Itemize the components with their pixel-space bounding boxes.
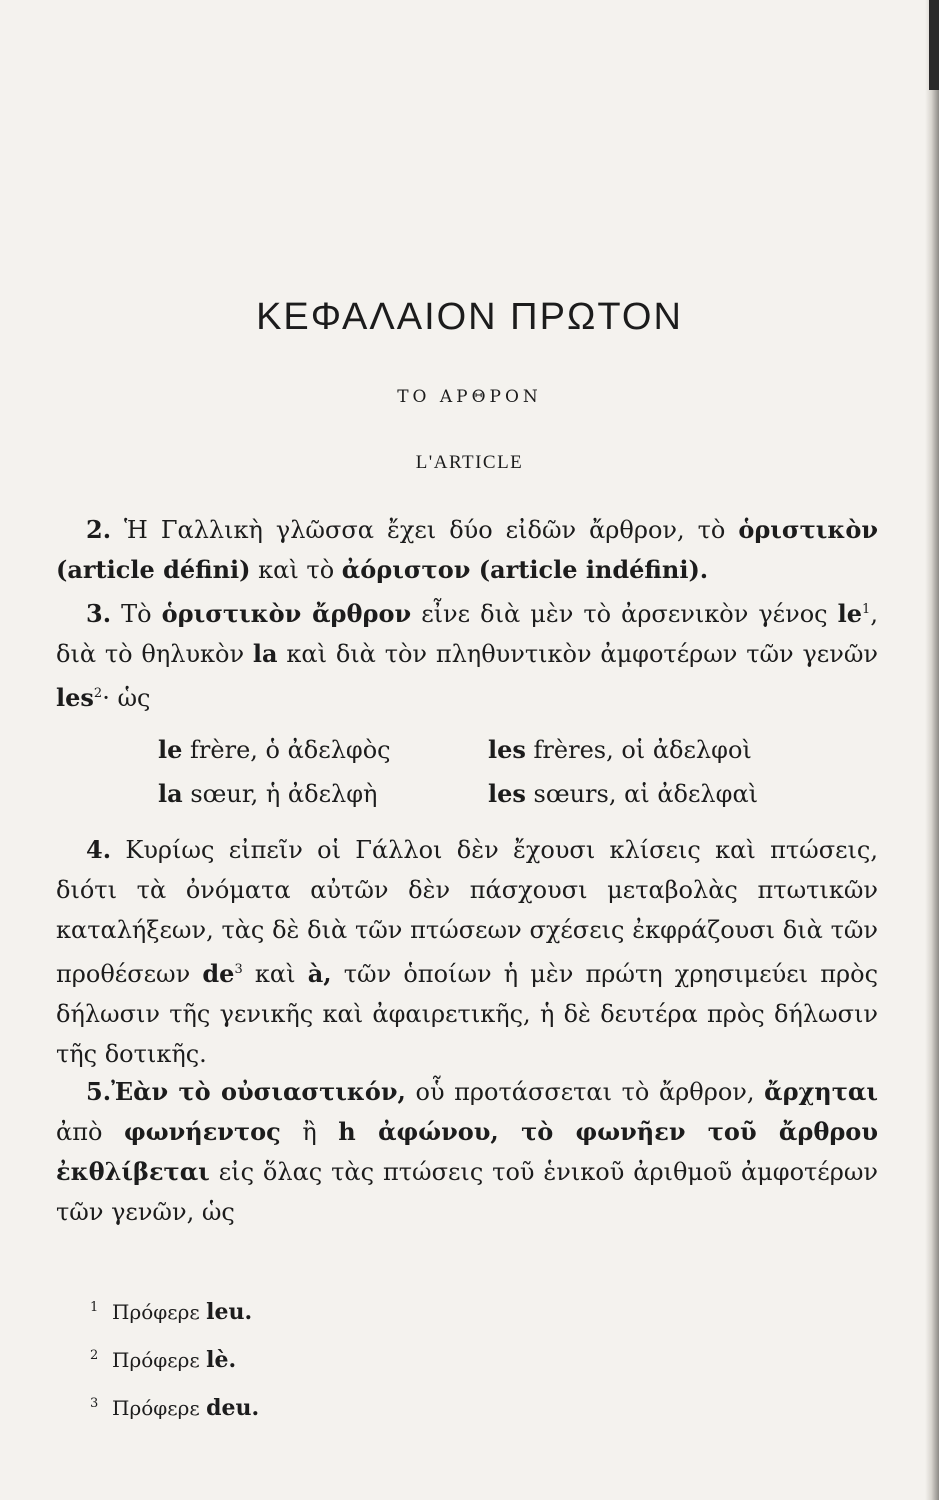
article: le [158, 735, 183, 764]
article: les [488, 735, 526, 764]
text: , διὰ τὸ θηλυκὸν [56, 600, 878, 668]
bold-term: ὁριστικὸν (article défini) [56, 515, 878, 584]
text: Κυρίως εἰπεῖν οἱ Γάλλοι δὲν ἔχουσι κλίσεις καὶ πτώσεις, διότι τὰ ὀνόματα αὐτῶν δὲν πάσχουσι μεταβολὰς πτωτικῶν καταλήξεων, τὰς δὲ διὰ τῶν πτώσεων σχέσεις ἐκφράζουσι διὰ τῶν προθέσεων [56, 836, 878, 988]
paragraph-4 [56, 830, 878, 1074]
footnote-text: Πρόφερε [112, 1396, 200, 1420]
example-text: frères, οἱ ἀδελφοὶ [533, 736, 752, 764]
section-subtitle-french: L'ARTICLE [415, 452, 524, 473]
paragraph-4-block [56, 830, 878, 1074]
example-text: sœur, ἡ ἀδελφὴ [190, 780, 378, 808]
paragraph-number: 4. [86, 835, 112, 864]
bold-term: Ἐὰν τὸ οὐσιαστικόν, [111, 1077, 406, 1106]
example-singular [158, 772, 488, 816]
page-edge [925, 0, 939, 1500]
footnote-number: 3 [90, 1396, 99, 1411]
footnote [90, 1290, 259, 1338]
bold-term: le [837, 599, 863, 628]
text: τῶν ὁποίων ἡ μὲν πρώτη χρησιμεύει πρὸς δήλωσιν τῆς γενικῆς καὶ ἀφαιρετικῆς, ἡ δὲ δευτέρα πρὸς δήλωσιν τῆς δοτικῆς. [56, 960, 879, 1068]
footnote-word: lè. [206, 1347, 237, 1373]
text: · ὡς [102, 684, 151, 712]
example-plural [488, 728, 818, 772]
footnote [90, 1338, 259, 1386]
footnote-number: 2 [90, 1348, 99, 1363]
example-singular [158, 728, 488, 772]
text: Ἡ Γαλλικὴ γλῶσσα ἔχει δύο εἰδῶν ἄρθρον, τὸ [124, 516, 726, 544]
paragraph-number: 2. [86, 515, 112, 544]
example-plural [488, 772, 818, 816]
bold-term: les [56, 683, 94, 712]
text: εἰς ὅλας τὰς πτώσεις τοῦ ἑνικοῦ ἀριθμοῦ ἀμφοτέρων τῶν γενῶν, ὡς [56, 1158, 878, 1226]
article: les [488, 779, 526, 808]
article: la [158, 779, 183, 808]
bold-term: à, [307, 959, 332, 988]
text: εἶνε διὰ μὲν τὸ ἀρσενικὸν γένος [421, 600, 828, 628]
paragraph-number: 5. [86, 1077, 112, 1106]
bold-term: ὁριστικὸν ἄρθρον [161, 599, 412, 628]
text: ἀπὸ [56, 1118, 103, 1146]
paragraphs-2-3 [56, 510, 878, 718]
example-text: sœurs, αἱ ἀδελφαὶ [533, 780, 759, 808]
footnote-word: deu. [206, 1395, 260, 1421]
footnote-text: Πρόφερε [112, 1300, 200, 1324]
paragraph-3 [56, 590, 878, 718]
text: Τὸ [121, 600, 152, 628]
text: ἢ [302, 1118, 317, 1146]
footnote-word: leu. [206, 1299, 253, 1325]
footnote [90, 1386, 259, 1434]
bold-term: de [202, 959, 235, 988]
paragraph-2 [56, 510, 878, 590]
section-subtitle: ΤΟ ΑΡΘΡΟΝ [397, 387, 542, 407]
text: καὶ διὰ τὸν πληθυντικὸν ἀμφοτέρων τῶν γενῶν [286, 640, 878, 668]
bold-term: la [252, 639, 278, 668]
text: καὶ τὸ [258, 556, 335, 584]
bold-term: ἀόριστον (article indéfini). [341, 555, 709, 584]
bold-term: φωνήεντος [124, 1117, 281, 1146]
example-row [158, 772, 818, 816]
footnote-ref: 2 [93, 686, 103, 701]
text: καὶ [254, 960, 296, 988]
footnote-text: Πρόφερε [112, 1348, 200, 1372]
bold-term: ἄρχηται [764, 1077, 878, 1106]
footnote-ref: 3 [234, 962, 243, 977]
bold-term: h ἀφώνου, τὸ φωνῆεν τοῦ ἄρθρου ἐκθλίβεται [56, 1117, 878, 1186]
example-text: frère, ὁ ἀδελφὸς [190, 736, 391, 764]
paragraph-5 [56, 1072, 878, 1232]
page-edge-shadow [929, 0, 939, 90]
chapter-title: ΚΕΦΑΛΑΙΟΝ ΠΡΩΤΟΝ [256, 296, 683, 338]
article-examples [158, 728, 818, 816]
text: οὗ προτάσσεται τὸ ἄρθρον, [415, 1078, 755, 1106]
footnote-ref: 1 [862, 602, 871, 617]
footnote-number: 1 [90, 1300, 99, 1315]
example-row [158, 728, 818, 772]
paragraph-5-block [56, 1072, 878, 1232]
footnotes [90, 1290, 259, 1434]
paragraph-number: 3. [86, 599, 112, 628]
